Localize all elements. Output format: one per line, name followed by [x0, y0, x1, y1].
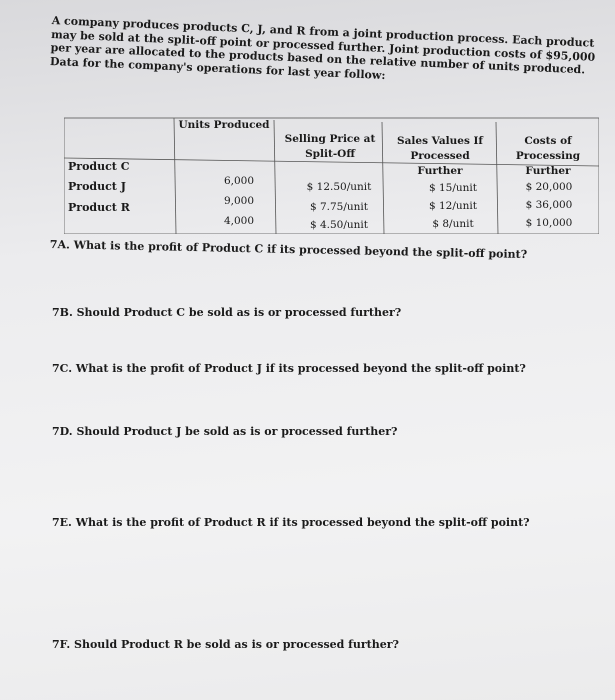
costs-product-c: $ 20,000 [525, 181, 573, 193]
header-costs-processing: Costs of Processing Further [515, 135, 581, 177]
header-sales-values: Sales Values If Processed Further [397, 135, 483, 177]
units-product-c: 6,000 [223, 175, 255, 187]
data-table [64, 114, 599, 234]
question-7b: 7B. Should Product C be sold as is or processed further? [52, 306, 402, 319]
price-product-r: $ 4.50/unit [309, 219, 369, 231]
row-label-product-c: Product C [68, 160, 130, 173]
row-label-product-r: Product R [68, 201, 130, 214]
costs-product-j: $ 36,000 [525, 199, 573, 211]
question-7c: 7C. What is the profit of Product J if its processed beyond the split-off point? [52, 362, 526, 375]
units-product-j: 9,000 [223, 195, 255, 207]
costs-product-r: $ 10,000 [525, 217, 573, 229]
question-7a: 7A. What is the profit of Product C if its processed beyond the split-off point? [49, 238, 528, 261]
header-selling-price: Selling Price at Split-Off [284, 133, 376, 160]
units-product-r: 4,000 [223, 215, 255, 227]
header-units-produced: Units Produced [178, 119, 270, 131]
question-7e: 7E. What is the profit of Product R if its processed beyond the split-off point? [52, 516, 530, 529]
intro-paragraph: A company produces products C, J, and R from a joint production process. Each product may be sold at the split-off point or processed further. Joint production costs of $95,000 per year are allocated to the products based on the relative number of units produced. Data for the company's operations for last year follow: [49, 14, 596, 82]
row-label-product-j: Product J [68, 180, 126, 193]
sales-product-j: $ 12/unit [428, 200, 478, 212]
price-product-c: $ 12.50/unit [306, 181, 372, 193]
question-7d: 7D. Should Product J be sold as is or processed further? [52, 425, 398, 438]
question-7f: 7F. Should Product R be sold as is or processed further? [52, 638, 399, 651]
sales-product-r: $ 8/unit [432, 218, 474, 230]
sales-product-c: $ 15/unit [428, 182, 478, 194]
price-product-j: $ 7.75/unit [309, 201, 369, 213]
